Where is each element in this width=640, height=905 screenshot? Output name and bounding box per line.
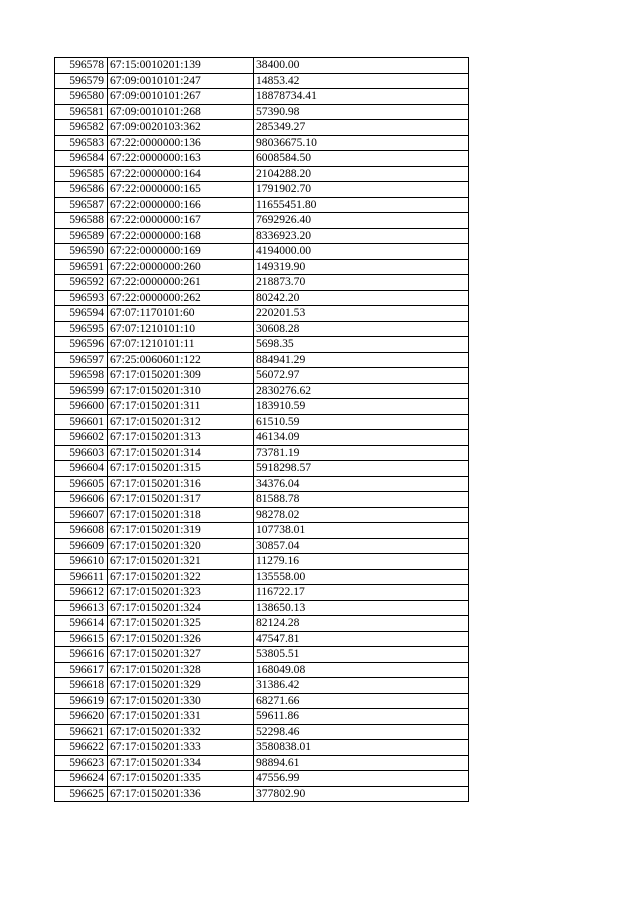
row-id-cell: 596603 [55,445,108,461]
table-row [55,197,469,213]
table-row [55,414,469,430]
cadastral-number-cell: 67:22:0000000:261 [108,275,254,291]
table-row [55,492,469,508]
cadastral-number-cell: 67:17:0150201:331 [108,709,254,725]
table-row [55,290,469,306]
table-row [55,368,469,384]
row-id-cell: 596586 [55,182,108,198]
value-cell: 884941.29 [254,352,469,368]
value-cell: 80242.20 [254,290,469,306]
value-cell: 218873.70 [254,275,469,291]
row-id-cell: 596611 [55,569,108,585]
value-cell: 30608.28 [254,321,469,337]
cadastral-number-cell: 67:17:0150201:320 [108,538,254,554]
row-id-cell: 596581 [55,104,108,120]
table-row [55,244,469,260]
value-cell: 135558.00 [254,569,469,585]
row-id-cell: 596620 [55,709,108,725]
value-cell: 52298.46 [254,724,469,740]
value-cell: 6008584.50 [254,151,469,167]
table-row [55,73,469,89]
value-cell: 285349.27 [254,120,469,136]
value-cell: 1791902.70 [254,182,469,198]
table-row [55,306,469,322]
cadastral-number-cell: 67:17:0150201:335 [108,771,254,787]
cadastral-number-cell: 67:09:0020103:362 [108,120,254,136]
value-cell: 57390.98 [254,104,469,120]
table-row [55,740,469,756]
row-id-cell: 596623 [55,755,108,771]
value-cell: 11279.16 [254,554,469,570]
value-cell: 18878734.41 [254,89,469,105]
table-row [55,600,469,616]
cadastral-number-cell: 67:17:0150201:334 [108,755,254,771]
row-id-cell: 596589 [55,228,108,244]
value-cell: 11655451.80 [254,197,469,213]
row-id-cell: 596619 [55,693,108,709]
value-cell: 183910.59 [254,399,469,415]
cadastral-number-cell: 67:22:0000000:163 [108,151,254,167]
cadastral-number-cell: 67:17:0150201:310 [108,383,254,399]
row-id-cell: 596593 [55,290,108,306]
row-id-cell: 596622 [55,740,108,756]
cadastral-number-cell: 67:07:1210101:10 [108,321,254,337]
row-id-cell: 596602 [55,430,108,446]
row-id-cell: 596598 [55,368,108,384]
cadastral-number-cell: 67:17:0150201:313 [108,430,254,446]
cadastral-number-cell: 67:22:0000000:166 [108,197,254,213]
value-cell: 3580838.01 [254,740,469,756]
row-id-cell: 596616 [55,647,108,663]
row-id-cell: 596624 [55,771,108,787]
table-row [55,585,469,601]
cadastral-number-cell: 67:09:0010101:247 [108,73,254,89]
row-id-cell: 596617 [55,662,108,678]
cadastral-number-cell: 67:17:0150201:333 [108,740,254,756]
value-cell: 46134.09 [254,430,469,446]
cadastral-number-cell: 67:17:0150201:332 [108,724,254,740]
cadastral-number-cell: 67:17:0150201:324 [108,600,254,616]
value-cell: 107738.01 [254,523,469,539]
row-id-cell: 596599 [55,383,108,399]
row-id-cell: 596621 [55,724,108,740]
table-body [55,58,469,802]
row-id-cell: 596587 [55,197,108,213]
value-cell: 4194000.00 [254,244,469,260]
row-id-cell: 596578 [55,58,108,74]
cadastral-number-cell: 67:07:1210101:11 [108,337,254,353]
data-table [54,57,469,802]
row-id-cell: 596609 [55,538,108,554]
table-row [55,709,469,725]
row-id-cell: 596596 [55,337,108,353]
row-id-cell: 596592 [55,275,108,291]
cadastral-number-cell: 67:17:0150201:325 [108,616,254,632]
value-cell: 2830276.62 [254,383,469,399]
table-row [55,337,469,353]
row-id-cell: 596615 [55,631,108,647]
table-row [55,616,469,632]
cadastral-number-cell: 67:17:0150201:318 [108,507,254,523]
cadastral-number-cell: 67:09:0010101:267 [108,89,254,105]
row-id-cell: 596594 [55,306,108,322]
cadastral-number-cell: 67:17:0150201:315 [108,461,254,477]
value-cell: 34376.04 [254,476,469,492]
table-row [55,352,469,368]
value-cell: 5918298.57 [254,461,469,477]
table-row [55,135,469,151]
table-row [55,383,469,399]
value-cell: 138650.13 [254,600,469,616]
table-row [55,321,469,337]
row-id-cell: 596580 [55,89,108,105]
row-id-cell: 596605 [55,476,108,492]
table-row [55,445,469,461]
value-cell: 7692926.40 [254,213,469,229]
cadastral-number-cell: 67:15:0010201:139 [108,58,254,74]
table-row [55,554,469,570]
value-cell: 73781.19 [254,445,469,461]
table-row [55,771,469,787]
table-row [55,569,469,585]
value-cell: 98894.61 [254,755,469,771]
table-row [55,693,469,709]
table-row [55,523,469,539]
cadastral-number-cell: 67:07:1170101:60 [108,306,254,322]
cadastral-number-cell: 67:22:0000000:167 [108,213,254,229]
table-row [55,662,469,678]
value-cell: 377802.90 [254,786,469,802]
table-row [55,104,469,120]
row-id-cell: 596579 [55,73,108,89]
table-row [55,120,469,136]
value-cell: 98278.02 [254,507,469,523]
row-id-cell: 596582 [55,120,108,136]
table-row [55,678,469,694]
row-id-cell: 596613 [55,600,108,616]
row-id-cell: 596588 [55,213,108,229]
cadastral-number-cell: 67:17:0150201:326 [108,631,254,647]
cadastral-number-cell: 67:17:0150201:330 [108,693,254,709]
row-id-cell: 596607 [55,507,108,523]
table-row [55,58,469,74]
table-row [55,399,469,415]
table-row [55,461,469,477]
cadastral-number-cell: 67:22:0000000:169 [108,244,254,260]
value-cell: 68271.66 [254,693,469,709]
value-cell: 56072.97 [254,368,469,384]
row-id-cell: 596583 [55,135,108,151]
row-id-cell: 596625 [55,786,108,802]
cadastral-number-cell: 67:09:0010101:268 [108,104,254,120]
row-id-cell: 596610 [55,554,108,570]
value-cell: 59611.86 [254,709,469,725]
cadastral-number-cell: 67:22:0000000:262 [108,290,254,306]
table-row [55,755,469,771]
value-cell: 82124.28 [254,616,469,632]
table-row [55,151,469,167]
value-cell: 98036675.10 [254,135,469,151]
cadastral-number-cell: 67:22:0000000:168 [108,228,254,244]
value-cell: 38400.00 [254,58,469,74]
table-row [55,724,469,740]
row-id-cell: 596608 [55,523,108,539]
cadastral-number-cell: 67:17:0150201:329 [108,678,254,694]
table-row [55,631,469,647]
table-row [55,182,469,198]
table-row [55,166,469,182]
cadastral-number-cell: 67:22:0000000:260 [108,259,254,275]
cadastral-number-cell: 67:22:0000000:164 [108,166,254,182]
cadastral-number-cell: 67:17:0150201:336 [108,786,254,802]
row-id-cell: 596591 [55,259,108,275]
value-cell: 116722.17 [254,585,469,601]
table-row [55,786,469,802]
cadastral-number-cell: 67:17:0150201:323 [108,585,254,601]
table-row [55,538,469,554]
cadastral-number-cell: 67:17:0150201:314 [108,445,254,461]
value-cell: 8336923.20 [254,228,469,244]
value-cell: 168049.08 [254,662,469,678]
value-cell: 47556.99 [254,771,469,787]
value-cell: 220201.53 [254,306,469,322]
cadastral-number-cell: 67:17:0150201:316 [108,476,254,492]
table-row [55,228,469,244]
row-id-cell: 596604 [55,461,108,477]
cadastral-number-cell: 67:22:0000000:165 [108,182,254,198]
cadastral-number-cell: 67:17:0150201:311 [108,399,254,415]
row-id-cell: 596595 [55,321,108,337]
table-row [55,275,469,291]
table-row [55,507,469,523]
value-cell: 5698.35 [254,337,469,353]
row-id-cell: 596601 [55,414,108,430]
value-cell: 2104288.20 [254,166,469,182]
row-id-cell: 596590 [55,244,108,260]
table-row [55,213,469,229]
cadastral-number-cell: 67:25:0060601:122 [108,352,254,368]
cadastral-number-cell: 67:22:0000000:136 [108,135,254,151]
cadastral-number-cell: 67:17:0150201:328 [108,662,254,678]
row-id-cell: 596606 [55,492,108,508]
table-row [55,430,469,446]
value-cell: 47547.81 [254,631,469,647]
value-cell: 30857.04 [254,538,469,554]
cadastral-number-cell: 67:17:0150201:327 [108,647,254,663]
table-row [55,476,469,492]
cadastral-number-cell: 67:17:0150201:319 [108,523,254,539]
row-id-cell: 596584 [55,151,108,167]
row-id-cell: 596585 [55,166,108,182]
value-cell: 61510.59 [254,414,469,430]
row-id-cell: 596612 [55,585,108,601]
row-id-cell: 596618 [55,678,108,694]
row-id-cell: 596597 [55,352,108,368]
cadastral-number-cell: 67:17:0150201:312 [108,414,254,430]
cadastral-number-cell: 67:17:0150201:317 [108,492,254,508]
cadastral-number-cell: 67:17:0150201:321 [108,554,254,570]
table-row [55,89,469,105]
row-id-cell: 596600 [55,399,108,415]
value-cell: 149319.90 [254,259,469,275]
value-cell: 14853.42 [254,73,469,89]
row-id-cell: 596614 [55,616,108,632]
value-cell: 81588.78 [254,492,469,508]
table-row [55,259,469,275]
value-cell: 31386.42 [254,678,469,694]
value-cell: 53805.51 [254,647,469,663]
cadastral-number-cell: 67:17:0150201:309 [108,368,254,384]
cadastral-number-cell: 67:17:0150201:322 [108,569,254,585]
table-row [55,647,469,663]
